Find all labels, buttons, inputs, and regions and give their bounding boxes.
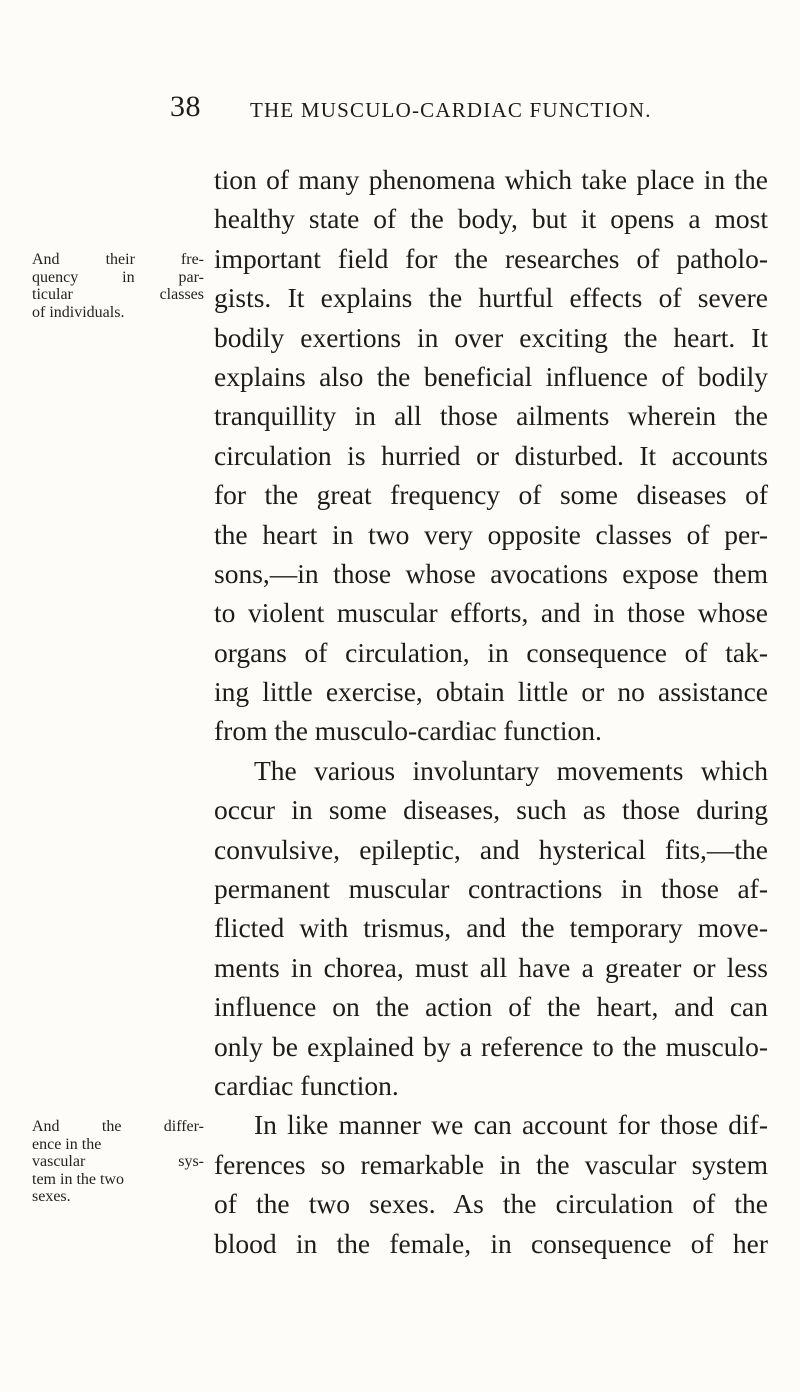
- text-line: healthy state of the body, but it opens a most: [214, 203, 768, 235]
- text-line: of the two sexes. As the circulation of the: [214, 1188, 768, 1220]
- margin-note-frequency: [32, 251, 204, 321]
- margin-note-line: ence in the: [32, 1135, 102, 1153]
- text-line: tion of many phenomena which take place in the: [214, 164, 768, 195]
- margin-note-line: vascular sys-: [32, 1153, 204, 1170]
- text-line: convulsive, epileptic, and hysterical fits,—the: [214, 833, 768, 865]
- margin-note-line: of individuals.: [32, 303, 125, 321]
- text-line: blood in the female, in consequence of her: [214, 1227, 768, 1259]
- text-line: flicted with trismus, and the temporary move-: [214, 912, 768, 944]
- running-title: THE MUSCULO-CARDIAC FUNCTION.: [250, 98, 652, 122]
- paragraph-end-line: cardiac function.: [214, 1069, 399, 1101]
- paragraph-start-line: The various involuntary movements which: [254, 754, 768, 786]
- paragraph-end-line: from the musculo-cardiac function.: [214, 715, 602, 747]
- margin-note-line: And the differ-: [32, 1118, 204, 1135]
- text-line: ments in chorea, must all have a greater or less: [214, 951, 768, 983]
- margin-note-line: quency in par-: [32, 268, 204, 286]
- margin-note-line: ticular classes: [32, 286, 204, 303]
- body-text: [214, 160, 768, 1263]
- margin-note-line: tem in the two: [32, 1170, 124, 1188]
- text-line: to violent muscular efforts, and in those whose: [214, 597, 768, 629]
- text-line: for the great frequency of some diseases of: [214, 479, 768, 511]
- page-number: 38: [170, 90, 201, 123]
- text-line: organs of circulation, in consequence of tak-: [214, 636, 768, 668]
- margin-note-sexes: [32, 1118, 204, 1206]
- text-line: tranquillity in all those ailments wherein the: [214, 400, 768, 432]
- paragraph-start-line: In like manner we can account for those dif-: [254, 1109, 768, 1141]
- text-line: influence on the action of the heart, and can: [214, 991, 768, 1023]
- margin-note-line: sexes.: [32, 1188, 71, 1205]
- margin-note-line: And their fre-: [32, 251, 204, 268]
- text-line: sons,—in those whose avocations expose them: [214, 557, 768, 589]
- text-line: bodily exertions in over exciting the heart. It: [214, 321, 768, 353]
- text-line: ing little exercise, obtain little or no assistance: [214, 676, 768, 708]
- text-line: important field for the researches of patholo-: [214, 242, 768, 274]
- text-line: gists. It explains the hurtful effects of severe: [214, 282, 768, 314]
- text-line: the heart in two very opposite classes of per-: [214, 518, 768, 550]
- text-line: permanent muscular contractions in those af-: [214, 873, 768, 905]
- text-line: occur in some diseases, such as those during: [214, 794, 768, 826]
- text-line: ferences so remarkable in the vascular system: [214, 1148, 768, 1180]
- text-line: circulation is hurried or disturbed. It accounts: [214, 439, 768, 471]
- text-line: only be explained by a reference to the musculo-: [214, 1030, 768, 1062]
- text-line: explains also the beneficial influence of bodily: [214, 360, 768, 392]
- page-header: [170, 90, 700, 130]
